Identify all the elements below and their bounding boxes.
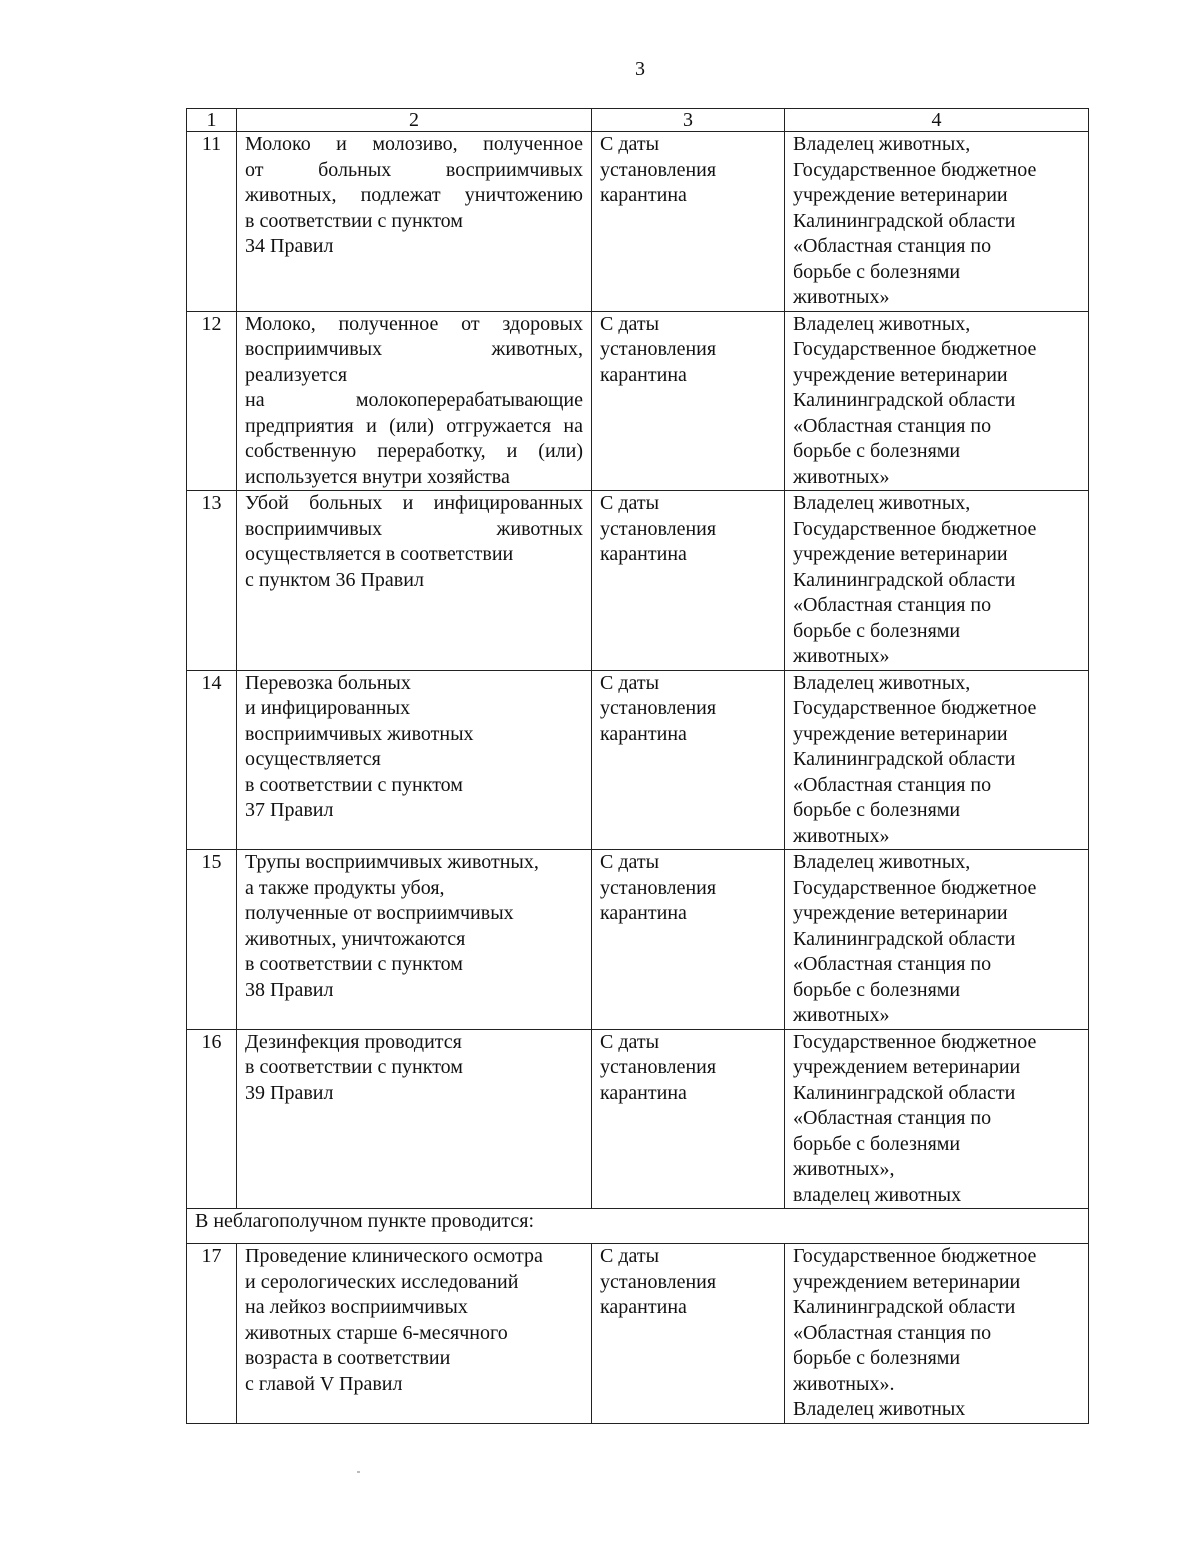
responsible-party-line: животных» bbox=[793, 465, 890, 488]
measure-description-line: и инфицированных bbox=[245, 697, 411, 719]
responsible-party-line: животных» bbox=[793, 824, 890, 847]
responsible-party-line: Владелец животных bbox=[793, 1398, 966, 1420]
measure-description-line: в соответствии с пунктом bbox=[245, 1056, 463, 1078]
measure-term-line: С даты bbox=[600, 851, 660, 873]
row-number: 14 bbox=[187, 670, 237, 850]
measure-term-line: установления bbox=[600, 1056, 717, 1078]
measure-term bbox=[592, 1244, 785, 1424]
measure-description bbox=[237, 491, 592, 671]
measure-description-line: Молоко и молозиво, полученное bbox=[245, 133, 583, 155]
measure-term-line: установления bbox=[600, 1270, 717, 1293]
responsible-party-line: Государственное бюджетное bbox=[793, 1030, 1037, 1053]
responsible-party-line: учреждение ветеринарии bbox=[793, 363, 1008, 386]
responsible-party-line: борьбе с болезнями bbox=[793, 978, 961, 1001]
responsible-party-line: Калининградской области bbox=[793, 389, 1016, 411]
measure-term bbox=[592, 670, 785, 850]
table-header-row bbox=[187, 109, 1089, 132]
measure-description-line: Дезинфекция проводится bbox=[245, 1030, 462, 1053]
measure-description-line: 37 Правил bbox=[245, 799, 334, 821]
measure-term bbox=[592, 491, 785, 671]
measure-term-line: карантина bbox=[600, 363, 687, 386]
responsible-party-line: «Областная станция по bbox=[793, 594, 992, 616]
measure-description-line: полученные от восприимчивых bbox=[245, 902, 514, 924]
responsible-party-line: «Областная станция по bbox=[793, 1107, 992, 1129]
responsible-party bbox=[785, 1244, 1089, 1424]
responsible-party-line: Государственное бюджетное bbox=[793, 697, 1037, 719]
responsible-party-line: Калининградской области bbox=[793, 568, 1016, 591]
table-row bbox=[187, 670, 1089, 850]
measure-term-line: установления bbox=[600, 876, 717, 899]
measure-term-line: С даты bbox=[600, 133, 660, 155]
header-col-4: 4 bbox=[785, 109, 1089, 132]
measures-table bbox=[186, 108, 1089, 1424]
responsible-party-line: Владелец животных, bbox=[793, 671, 971, 694]
measure-description-line: животных, подлежат уничтожению bbox=[245, 184, 583, 206]
measure-description-line: осуществляется bbox=[245, 748, 381, 770]
row-number: 17 bbox=[187, 1244, 237, 1424]
responsible-party bbox=[785, 491, 1089, 671]
responsible-party bbox=[785, 1029, 1089, 1209]
header-col-2: 2 bbox=[237, 109, 592, 132]
measure-description-line: от больных восприимчивых bbox=[245, 158, 583, 181]
measure-description-line: в соответствии с пунктом bbox=[245, 953, 463, 975]
responsible-party bbox=[785, 132, 1089, 312]
responsible-party-line: Владелец животных, bbox=[793, 312, 971, 335]
row-number: 16 bbox=[187, 1029, 237, 1209]
responsible-party-line: борьбе с болезнями bbox=[793, 1132, 961, 1155]
responsible-party-line: Владелец животных, bbox=[793, 492, 971, 514]
page-number: 3 bbox=[635, 58, 645, 80]
responsible-party-line: животных» bbox=[793, 1004, 890, 1026]
responsible-party-line: учреждение ветеринарии bbox=[793, 543, 1008, 565]
responsible-party-line: животных». bbox=[793, 1372, 895, 1395]
responsible-party-line: Государственное бюджетное bbox=[793, 338, 1037, 360]
responsible-party-line: учреждением ветеринарии bbox=[793, 1270, 1021, 1293]
row-number: 15 bbox=[187, 850, 237, 1030]
responsible-party-line: «Областная станция по bbox=[793, 414, 992, 437]
measure-description-line: собственную переработку, и (или) bbox=[245, 440, 583, 462]
measure-term-line: С даты bbox=[600, 312, 660, 335]
responsible-party-line: Государственное бюджетное bbox=[793, 517, 1037, 540]
measure-description-line: а также продукты убоя, bbox=[245, 876, 445, 899]
measure-term-line: С даты bbox=[600, 1245, 660, 1267]
responsible-party-line: борьбе с болезнями bbox=[793, 799, 961, 821]
responsible-party-line: животных», bbox=[793, 1158, 895, 1180]
measure-description-line: 38 Правил bbox=[245, 978, 334, 1001]
responsible-party-line: Владелец животных, bbox=[793, 133, 971, 155]
responsible-party-line: Калининградской области bbox=[793, 1296, 1016, 1318]
table-row bbox=[187, 850, 1089, 1030]
responsible-party-line: борьбе с болезнями bbox=[793, 619, 961, 642]
measure-term-line: установления bbox=[600, 517, 717, 540]
measure-description-line: Проведение клинического осмотра bbox=[245, 1245, 543, 1267]
responsible-party-line: Калининградской области bbox=[793, 209, 1016, 232]
measure-term bbox=[592, 850, 785, 1030]
measure-term-line: карантина bbox=[600, 543, 687, 565]
measure-term-line: С даты bbox=[600, 492, 660, 514]
section-title: В неблагополучном пункте проводится: bbox=[187, 1209, 1089, 1244]
table-row bbox=[187, 491, 1089, 671]
measure-description-line: в соответствии с пунктом bbox=[245, 773, 463, 796]
measure-term-line: С даты bbox=[600, 671, 660, 694]
table-row bbox=[187, 1244, 1089, 1424]
measure-term bbox=[592, 311, 785, 491]
responsible-party-line: Калининградской области bbox=[793, 1081, 1016, 1104]
section-row bbox=[187, 1209, 1089, 1244]
responsible-party-line: борьбе с болезнями bbox=[793, 1347, 961, 1369]
measure-term-line: карантина bbox=[600, 1081, 687, 1104]
measure-description-line: животных, уничтожаются bbox=[245, 927, 466, 950]
measure-term-line: карантина bbox=[600, 184, 687, 206]
row-number: 13 bbox=[187, 491, 237, 671]
measure-term-line: С даты bbox=[600, 1030, 660, 1053]
measure-description-line: восприимчивых животных bbox=[245, 722, 474, 745]
responsible-party-line: владелец животных bbox=[793, 1183, 962, 1206]
measure-description-line: на лейкоз восприимчивых bbox=[245, 1296, 468, 1318]
measure-term-line: установления bbox=[600, 697, 717, 719]
responsible-party-line: учреждение ветеринарии bbox=[793, 722, 1008, 745]
measure-description-line: с главой V Правил bbox=[245, 1372, 403, 1395]
measure-term-line: карантина bbox=[600, 1296, 687, 1318]
measure-description-line: осуществляется в соответствии bbox=[245, 543, 514, 565]
header-col-1: 1 bbox=[187, 109, 237, 132]
responsible-party-line: Государственное бюджетное bbox=[793, 876, 1037, 899]
table-row bbox=[187, 132, 1089, 312]
responsible-party-line: Владелец животных, bbox=[793, 851, 971, 873]
measure-description-line: восприимчивых животных bbox=[245, 517, 583, 540]
measure-description-line: предприятия и (или) отгружается на bbox=[245, 414, 583, 437]
responsible-party-line: учреждение ветеринарии bbox=[793, 902, 1008, 924]
responsible-party bbox=[785, 670, 1089, 850]
responsible-party-line: «Областная станция по bbox=[793, 235, 992, 257]
measure-description bbox=[237, 311, 592, 491]
responsible-party-line: Калининградской области bbox=[793, 927, 1016, 950]
responsible-party-line: «Областная станция по bbox=[793, 1321, 992, 1344]
row-number: 11 bbox=[187, 132, 237, 312]
measure-description-line: 34 Правил bbox=[245, 235, 334, 257]
scan-speck bbox=[357, 1471, 360, 1473]
table-row bbox=[187, 311, 1089, 491]
measure-term-line: карантина bbox=[600, 902, 687, 924]
responsible-party-line: учреждением ветеринарии bbox=[793, 1056, 1021, 1078]
responsible-party-line: «Областная станция по bbox=[793, 773, 992, 796]
measure-description-line: Трупы восприимчивых животных, bbox=[245, 851, 539, 873]
measure-description-line: Перевозка больных bbox=[245, 671, 411, 694]
row-number: 12 bbox=[187, 311, 237, 491]
table-row bbox=[187, 1029, 1089, 1209]
responsible-party-line: учреждение ветеринарии bbox=[793, 184, 1008, 206]
responsible-party-line: Государственное бюджетное bbox=[793, 158, 1037, 181]
responsible-party bbox=[785, 850, 1089, 1030]
responsible-party-line: животных» bbox=[793, 286, 890, 308]
measure-description bbox=[237, 1029, 592, 1209]
measure-description-line: и серологических исследований bbox=[245, 1270, 519, 1293]
responsible-party bbox=[785, 311, 1089, 491]
measure-description-line: восприимчивых животных, bbox=[245, 338, 583, 360]
measure-description bbox=[237, 670, 592, 850]
measure-description-line: возраста в соответствии bbox=[245, 1347, 451, 1369]
measure-term-line: установления bbox=[600, 158, 717, 181]
measure-description bbox=[237, 132, 592, 312]
responsible-party-line: «Областная станция по bbox=[793, 953, 992, 975]
responsible-party-line: борьбе с болезнями bbox=[793, 440, 961, 462]
header-col-3: 3 bbox=[592, 109, 785, 132]
measure-description-line: с пунктом 36 Правил bbox=[245, 568, 424, 591]
table-body bbox=[187, 132, 1089, 1424]
measure-description bbox=[237, 1244, 592, 1424]
responsible-party-line: животных» bbox=[793, 645, 890, 667]
measure-description-line: животных старше 6-месячного bbox=[245, 1321, 508, 1344]
measure-description-line: используется внутри хозяйства bbox=[245, 465, 510, 488]
measure-description-line: 39 Правил bbox=[245, 1081, 334, 1104]
measure-term-line: карантина bbox=[600, 722, 687, 745]
measure-term bbox=[592, 132, 785, 312]
measure-term bbox=[592, 1029, 785, 1209]
measure-description bbox=[237, 850, 592, 1030]
measure-description-line: Молоко, полученное от здоровых bbox=[245, 312, 583, 335]
responsible-party-line: борьбе с болезнями bbox=[793, 260, 961, 283]
measure-description-line: в соответствии с пунктом bbox=[245, 209, 463, 232]
measure-term-line: установления bbox=[600, 338, 717, 360]
responsible-party-line: Государственное бюджетное bbox=[793, 1245, 1037, 1267]
measure-description-line: Убой больных и инфицированных bbox=[245, 492, 583, 514]
measure-description-line: на молокоперерабатывающие bbox=[245, 389, 583, 411]
measure-description-line: реализуется bbox=[245, 363, 348, 386]
responsible-party-line: Калининградской области bbox=[793, 748, 1016, 770]
